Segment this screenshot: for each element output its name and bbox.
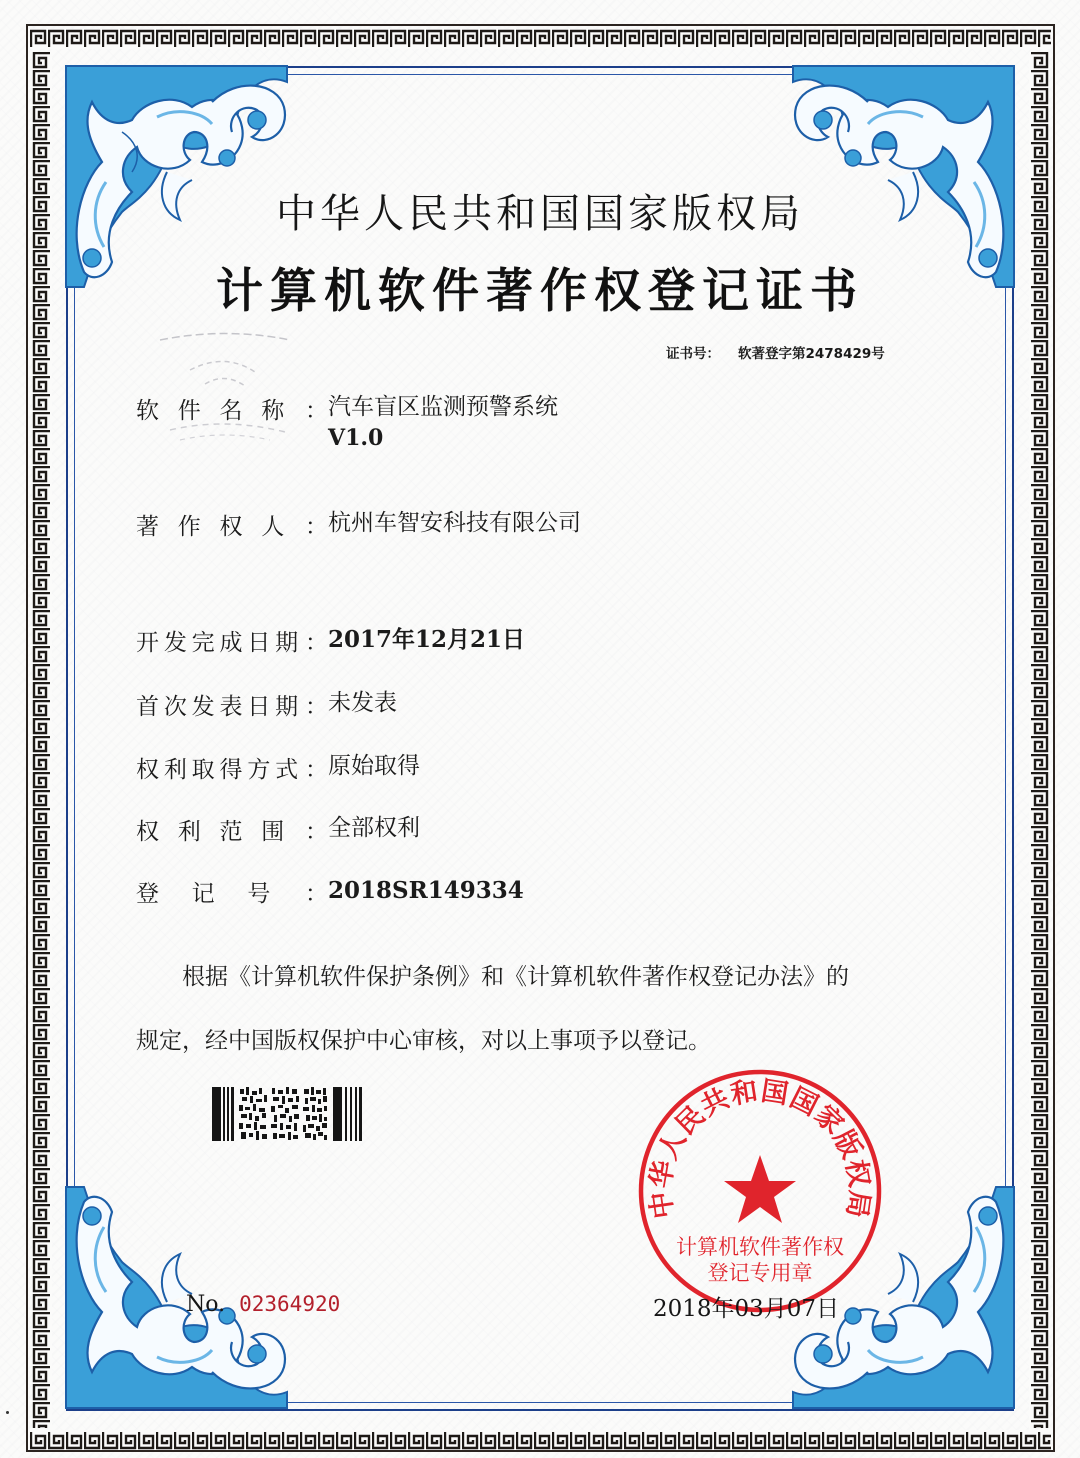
certificate-number-value: 软著登字第2478429号 xyxy=(738,346,885,362)
field-rights-scope xyxy=(136,813,420,846)
label-char: 权 xyxy=(219,514,243,540)
seal-inner-line-2: 登记专用章 xyxy=(707,1261,813,1285)
field-copyright-owner xyxy=(136,508,581,541)
certificate-title: 计算机软件著作权登记证书 xyxy=(216,264,864,319)
field-registration-number xyxy=(136,875,524,908)
label-char: 件 xyxy=(177,398,201,424)
greek-key-border-bottom xyxy=(30,1430,1051,1450)
first-publication-value: 未发表 xyxy=(328,690,397,716)
label-char: 权 xyxy=(136,819,159,845)
label-char: 记 xyxy=(191,881,215,907)
label-char: 软 xyxy=(136,398,159,424)
field-value xyxy=(328,688,397,721)
rights-scope-value: 全部权利 xyxy=(328,815,420,841)
seal-outer-text: 中华人民共和国国家版权局 xyxy=(645,1075,875,1221)
field-label xyxy=(136,392,328,454)
copyright-owner-value: 杭州车智安科技有限公司 xyxy=(328,510,581,536)
label-char: 利 xyxy=(177,819,201,845)
certificate-number xyxy=(666,342,885,362)
field-first-publication-date xyxy=(136,688,397,721)
label-char: 得 xyxy=(219,757,243,783)
label-char: 号 xyxy=(247,881,271,907)
serial-number-value: 02364920 xyxy=(239,1292,341,1316)
legal-statement-line-2: 规定，经中国版权保护中心审核，对以上事项予以登记。 xyxy=(136,1028,711,1054)
acquisition-method-value: 原始取得 xyxy=(328,753,420,779)
certificate-number-label: 证书号： xyxy=(666,346,720,362)
label-char: 围 xyxy=(261,819,285,845)
label-char: 登 xyxy=(136,881,159,907)
label-char: 范 xyxy=(219,819,243,845)
field-label xyxy=(136,508,328,541)
label-colon: ： xyxy=(305,398,328,424)
label-char: 期 xyxy=(275,694,299,720)
label-colon: ： xyxy=(305,514,328,540)
field-software-name xyxy=(136,392,558,454)
field-label xyxy=(136,624,328,657)
label-char: 取 xyxy=(191,757,215,783)
label-char: 称 xyxy=(261,398,285,424)
seal-inner-line-1: 计算机软件著作权 xyxy=(676,1235,844,1259)
label-colon: ： xyxy=(304,630,328,656)
label-char: 发 xyxy=(163,630,187,656)
field-acquisition-method xyxy=(136,751,420,784)
label-colon: ： xyxy=(304,757,328,783)
label-char: 表 xyxy=(219,694,243,720)
issuer-heading: 中华人民共和国国家版权局 xyxy=(276,191,804,237)
label-char: 发 xyxy=(191,694,215,720)
label-char: 利 xyxy=(163,757,187,783)
serial-label: No. xyxy=(186,1292,226,1317)
field-completion-date xyxy=(136,624,525,657)
stray-mark xyxy=(6,1411,9,1414)
registration-number-value: 2018SR149334 xyxy=(328,877,524,904)
field-label xyxy=(136,875,328,908)
field-label xyxy=(136,688,328,721)
software-version: V1.0 xyxy=(328,425,384,451)
label-char: 权 xyxy=(136,757,159,783)
label-char: 名 xyxy=(219,398,243,424)
label-colon: ： xyxy=(304,694,328,720)
label-char: 作 xyxy=(177,514,201,540)
completion-date-value: 2017年12月21日 xyxy=(328,626,526,653)
label-char: 次 xyxy=(163,694,187,720)
label-colon: ： xyxy=(304,881,328,907)
label-char: 期 xyxy=(275,630,299,656)
pdf417-barcode-icon xyxy=(212,1087,362,1141)
serial-number xyxy=(186,1292,340,1317)
field-value xyxy=(328,751,420,784)
field-value xyxy=(328,508,581,541)
label-char: 人 xyxy=(261,514,285,540)
label-char: 著 xyxy=(136,514,159,540)
field-value xyxy=(328,813,420,846)
field-label xyxy=(136,813,328,846)
field-label xyxy=(136,751,328,784)
software-name-value: 汽车盲区监测预警系统 xyxy=(328,394,558,420)
label-colon: ： xyxy=(305,819,328,845)
greek-key-border-top xyxy=(30,29,1051,49)
label-char: 完 xyxy=(191,630,215,656)
official-red-seal xyxy=(636,1067,884,1315)
issue-date: 2018年03月07日 xyxy=(653,1296,840,1322)
star-icon xyxy=(724,1155,796,1223)
legal-statement-line-1: 根据《计算机软件保护条例》和《计算机软件著作权登记办法》的 xyxy=(182,964,849,990)
field-value xyxy=(328,392,558,454)
label-char: 式 xyxy=(275,757,299,783)
label-char: 日 xyxy=(247,630,271,656)
label-char: 首 xyxy=(136,694,159,720)
label-char: 日 xyxy=(247,694,271,720)
label-char: 开 xyxy=(136,630,159,656)
label-char: 方 xyxy=(247,757,271,783)
label-char: 成 xyxy=(219,630,243,656)
